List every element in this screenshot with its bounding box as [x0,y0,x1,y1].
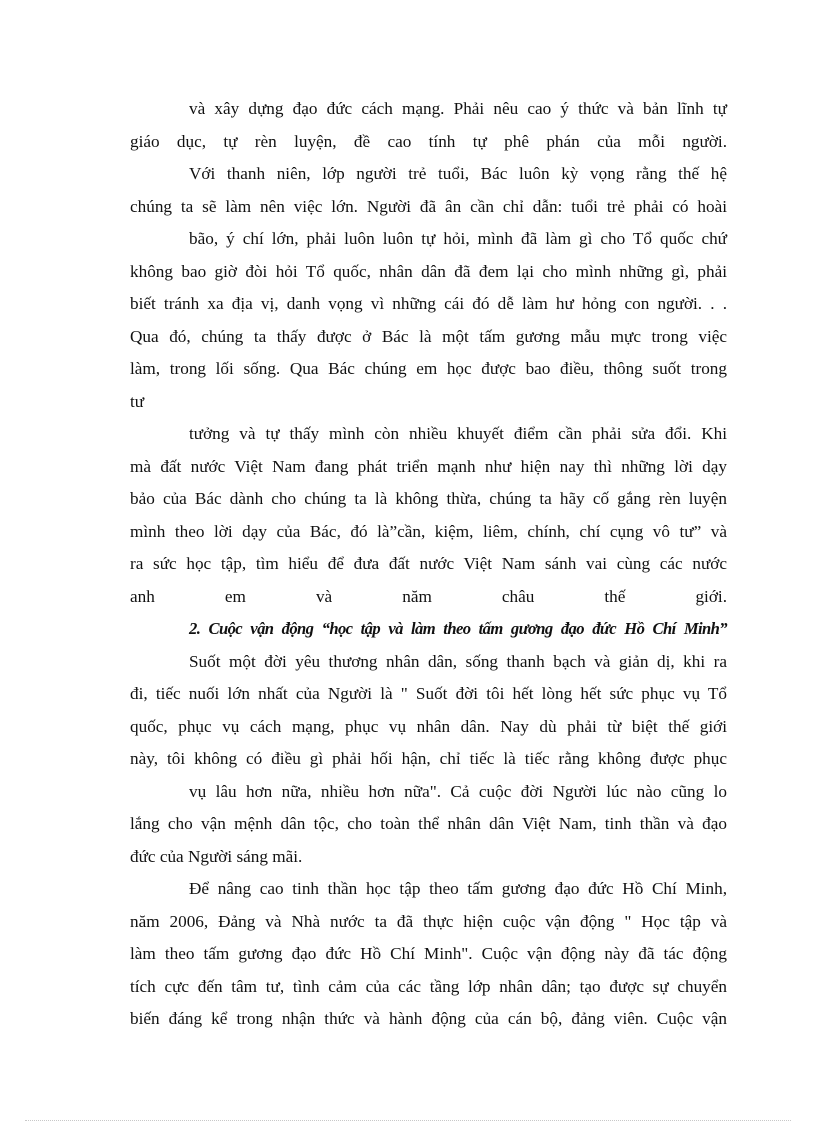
text-line: năm 2006, Đảng và Nhà nước ta đã thực hiện cuộc vận động " Học tập và [130,911,727,931]
text-line: chúng ta sẽ làm nên việc lớn. Người đã ân cần chỉ dẫn: tuổi trẻ phải có hoài [130,196,727,216]
text-line: lắng cho vận mệnh dân tộc, cho toàn thể nhân dân Việt Nam, tinh thần và đạo [130,814,727,833]
text-line: anh em và năm châu thế giới. [130,586,727,606]
text-line: quốc, phục vụ cách mạng, phục vụ nhân dân. Nay dù phải từ biệt thế giới [130,716,727,736]
page-bottom-rule [25,1120,791,1121]
document-body [130,93,727,1036]
text-line: tưởng và tự thấy mình còn nhiều khuyết điểm cần phải sửa đổi. Khi [189,424,727,443]
text-line: Để nâng cao tinh thần học tập theo tấm gương đạo đức Hồ Chí Minh, [189,879,727,898]
text-line: Qua đó, chúng ta thấy được ở Bác là một tấm gương mẫu mực trong việc [130,326,727,346]
text-line: bão, ý chí lớn, phải luôn luôn tự hỏi, mình đã làm gì cho Tổ quốc chứ [189,229,727,248]
text-line: Với thanh niên, lớp người trẻ tuổi, Bác luôn kỳ vọng rằng thế hệ [189,164,727,183]
text-line: tư [130,391,145,411]
text-line: đi, tiếc nuối lớn nhất của Người là " Suốt đời tôi hết lòng hết sức phục vụ Tổ [130,684,727,703]
text-line: đức của Người sáng mãi. [130,846,303,866]
text-line: vụ lâu hơn nữa, nhiều hơn nữa". Cả cuộc đời Người lúc nào cũng lo [189,781,727,801]
text-line: bảo của Bác dành cho chúng ta là không thừa, chúng ta hãy cố gắng rèn luyện [130,489,727,508]
text-line: không bao giờ đòi hỏi Tổ quốc, nhân dân đã đem lại cho mình những gì, phải [130,261,727,281]
text-line: tích cực đến tâm tư, tình cảm của các tầng lớp nhân dân; tạo được sự chuyển [130,976,727,996]
text-line: biến đáng kể trong nhận thức và hành động của cán bộ, đảng viên. Cuộc vận [130,1009,727,1028]
section-heading: 2. Cuộc vận động “học tập và làm theo tấm gương đạo đức Hồ Chí Minh” [189,619,727,638]
text-line: ra sức học tập, tìm hiểu để đưa đất nước Việt Nam sánh vai cùng các nước [130,554,727,573]
text-line: giáo dục, tự rèn luyện, đề cao tính tự phê phán của mỗi người. [130,131,727,151]
text-line: mà đất nước Việt Nam đang phát triển mạnh như hiện nay thì những lời dạy [130,456,727,476]
text-line: làm theo tấm gương đạo đức Hồ Chí Minh". Cuộc vận động này đã tác động [130,944,727,963]
text-line: và xây dựng đạo đức cách mạng. Phải nêu cao ý thức và bản lĩnh tự [189,99,727,118]
text-line: làm, trong lối sống. Qua Bác chúng em học được bao điều, thông suốt trong [130,359,727,378]
text-line: biết tránh xa địa vị, danh vọng vì những cái đó dễ làm hư hỏng con người. . . [130,294,727,313]
text-line: mình theo lời dạy của Bác, đó là”cần, kiệm, liêm, chính, chí cụng vô tư” và [130,521,727,541]
text-line: này, tôi không có điều gì phải hối hận, chỉ tiếc là tiếc rằng không được phục [130,749,727,768]
text-line: Suốt một đời yêu thương nhân dân, sống thanh bạch và giản dị, khi ra [189,651,727,671]
